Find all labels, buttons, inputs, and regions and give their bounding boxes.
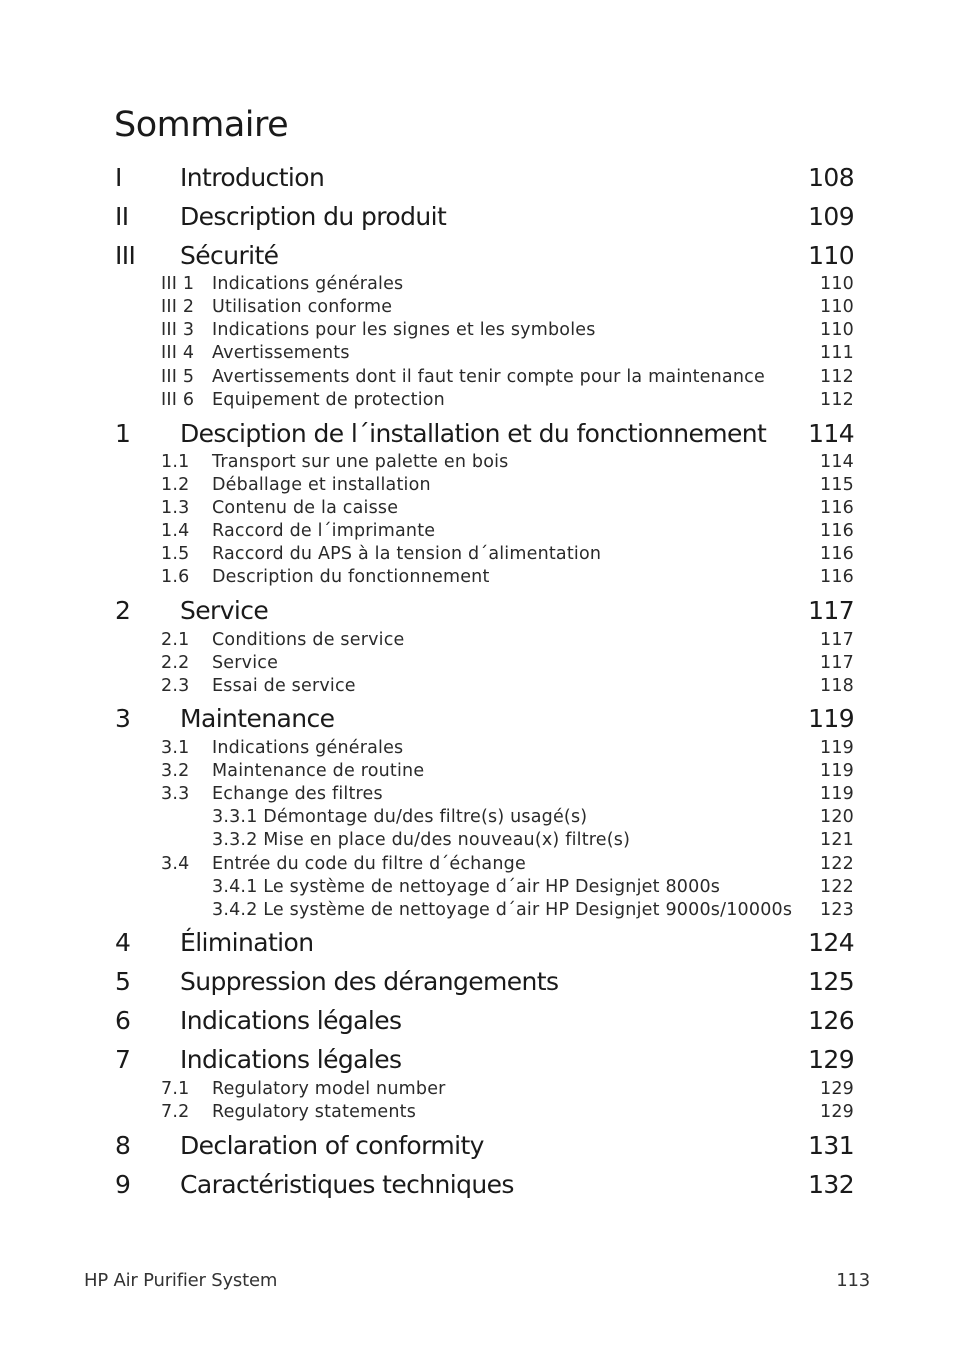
- toc-section[interactable]: [0, 296, 954, 319]
- toc-title: Introduction: [180, 163, 325, 192]
- toc-number: 5: [115, 967, 131, 996]
- toc-chapter[interactable]: [0, 594, 954, 628]
- toc-chapter[interactable]: [0, 1043, 954, 1077]
- toc-number: 3.1: [161, 738, 190, 758]
- toc-title: Transport sur une palette en bois: [212, 452, 509, 472]
- toc-page-number: 114: [808, 419, 854, 448]
- toc-title: Avertissements: [212, 343, 350, 363]
- toc-title: Indications générales: [212, 274, 404, 294]
- toc-section[interactable]: [0, 1078, 954, 1101]
- toc-number: 1.4: [161, 521, 190, 541]
- toc-page-number: 125: [808, 967, 854, 996]
- toc-title: 3.3.2 Mise en place du/des nouveau(x) filtre(s): [212, 830, 631, 850]
- toc-number: 3.4: [161, 854, 190, 874]
- toc-page-number: 117: [819, 630, 854, 650]
- toc-number: 2.1: [161, 630, 190, 650]
- toc-chapter[interactable]: [0, 161, 954, 195]
- toc-title: Entrée du code du filtre d´échange: [212, 854, 526, 874]
- toc-chapter[interactable]: [0, 702, 954, 736]
- toc-title: Regulatory model number: [212, 1079, 446, 1099]
- toc-page-number: 116: [819, 567, 854, 587]
- toc-page-number: 124: [808, 928, 854, 957]
- toc-number: III: [115, 241, 136, 270]
- toc-section[interactable]: [0, 366, 954, 389]
- toc-title: Indications pour les signes et les symboles: [212, 320, 596, 340]
- toc-section[interactable]: [0, 342, 954, 365]
- toc-page-number: 109: [808, 202, 854, 231]
- toc-title: Indications légales: [180, 1045, 402, 1074]
- toc-title: Caractéristiques techniques: [180, 1170, 514, 1199]
- toc-page-number: 123: [819, 900, 854, 920]
- toc-title: Maintenance: [180, 704, 335, 733]
- footer-product-name: HP Air Purifier System: [84, 1270, 278, 1291]
- toc-page-number: 118: [819, 676, 854, 696]
- toc-page-number: 110: [819, 274, 854, 294]
- toc-title: Raccord de l´imprimante: [212, 521, 436, 541]
- toc-title: Description du produit: [180, 202, 447, 231]
- toc-section[interactable]: [0, 520, 954, 543]
- toc-page-number: 119: [819, 784, 854, 804]
- toc-section[interactable]: [0, 451, 954, 474]
- toc-title: Service: [212, 653, 279, 673]
- toc-number: 3.3: [161, 784, 190, 804]
- toc-page-number: 110: [808, 241, 854, 270]
- toc-page-number: 132: [808, 1170, 854, 1199]
- toc-number: III 4: [161, 343, 195, 363]
- toc-section[interactable]: [0, 737, 954, 760]
- toc-number: 7.2: [161, 1102, 190, 1122]
- toc-page-number: 114: [819, 452, 854, 472]
- page-footer: [84, 1268, 870, 1294]
- toc-page-number: 116: [819, 498, 854, 518]
- toc-title: Description du fonctionnement: [212, 567, 490, 587]
- toc-number: II: [115, 202, 129, 231]
- toc-page-number: 117: [808, 596, 854, 625]
- toc-number: III 3: [161, 320, 195, 340]
- toc-number: III 5: [161, 367, 195, 387]
- toc-number: 2: [115, 596, 131, 625]
- toc-chapter[interactable]: [0, 417, 954, 451]
- toc-section[interactable]: [0, 652, 954, 675]
- toc-page-number: 110: [819, 320, 854, 340]
- toc-number: 9: [115, 1170, 131, 1199]
- toc-title: Contenu de la caisse: [212, 498, 399, 518]
- toc-section[interactable]: [0, 675, 954, 698]
- toc-section[interactable]: [0, 876, 954, 899]
- toc-page-number: 112: [819, 367, 854, 387]
- toc-number: 1.1: [161, 452, 190, 472]
- toc-section[interactable]: [0, 853, 954, 876]
- toc-chapter[interactable]: [0, 1129, 954, 1163]
- toc-title: Regulatory statements: [212, 1102, 417, 1122]
- toc-number: 8: [115, 1131, 131, 1160]
- toc-page-number: 116: [819, 544, 854, 564]
- toc-title: Maintenance de routine: [212, 761, 425, 781]
- toc-title: Service: [180, 596, 269, 625]
- toc-number: 1.6: [161, 567, 190, 587]
- toc-page-number: 129: [819, 1079, 854, 1099]
- toc-number: 7.1: [161, 1079, 190, 1099]
- toc-number: 1.2: [161, 475, 190, 495]
- toc-section[interactable]: [0, 474, 954, 497]
- toc-number: 2.3: [161, 676, 190, 696]
- toc-page-number: 120: [819, 807, 854, 827]
- toc-page-number: 122: [819, 854, 854, 874]
- footer-page-number: 113: [836, 1270, 870, 1291]
- toc-title: Echange des filtres: [212, 784, 383, 804]
- toc-number: 2.2: [161, 653, 190, 673]
- toc-number: 6: [115, 1006, 131, 1035]
- toc-section[interactable]: [0, 629, 954, 652]
- toc-page-number: 116: [819, 521, 854, 541]
- toc-number: 7: [115, 1045, 131, 1074]
- toc-title: Utilisation conforme: [212, 297, 393, 317]
- toc-chapter[interactable]: [0, 200, 954, 234]
- toc-chapter[interactable]: [0, 239, 954, 273]
- toc-title: Avertissements dont il faut tenir compte pour la maintenance: [212, 367, 765, 387]
- toc-title: Equipement de protection: [212, 390, 445, 410]
- toc-title: Sécurité: [180, 241, 279, 270]
- toc-chapter[interactable]: [0, 965, 954, 999]
- toc-title: Déballage et installation: [212, 475, 431, 495]
- toc-page-number: 119: [819, 761, 854, 781]
- toc-page-number: 119: [819, 738, 854, 758]
- page-title: Sommaire: [114, 105, 289, 145]
- toc-page-number: 108: [808, 163, 854, 192]
- toc-page-number: 129: [808, 1045, 854, 1074]
- toc-section[interactable]: [0, 389, 954, 412]
- toc-title: Raccord du APS à la tension d´alimentation: [212, 544, 602, 564]
- toc-title: Conditions de service: [212, 630, 405, 650]
- toc-section[interactable]: [0, 829, 954, 852]
- toc-number: 4: [115, 928, 131, 957]
- toc-number: III 6: [161, 390, 195, 410]
- toc-number: 1.5: [161, 544, 190, 564]
- toc-page-number: 111: [819, 343, 854, 363]
- toc-page-number: 112: [819, 390, 854, 410]
- toc-page-number: 117: [819, 653, 854, 673]
- toc-title: Desciption de l´installation et du fonctionnement: [180, 419, 767, 448]
- toc-page-number: 119: [808, 704, 854, 733]
- toc-title: Indications légales: [180, 1006, 402, 1035]
- toc-page-number: 131: [808, 1131, 854, 1160]
- toc-number: I: [115, 163, 122, 192]
- toc-chapter[interactable]: [0, 1004, 954, 1038]
- toc-title: Élimination: [180, 928, 314, 957]
- toc-number: III 2: [161, 297, 195, 317]
- toc-section[interactable]: [0, 543, 954, 566]
- toc-title: Essai de service: [212, 676, 356, 696]
- toc-page-number: 115: [819, 475, 854, 495]
- toc-chapter[interactable]: [0, 926, 954, 960]
- toc-number: 1: [115, 419, 131, 448]
- toc-title: 3.4.2 Le système de nettoyage d´air HP Designjet 9000s/10000s: [212, 900, 793, 920]
- toc-page-number: 129: [819, 1102, 854, 1122]
- toc-page-number: 122: [819, 877, 854, 897]
- toc-number: 1.3: [161, 498, 190, 518]
- toc-page-number: 126: [808, 1006, 854, 1035]
- toc-chapter[interactable]: [0, 1168, 954, 1202]
- toc-section[interactable]: [0, 273, 954, 296]
- toc-title: Indications générales: [212, 738, 404, 758]
- toc-title: 3.3.1 Démontage du/des filtre(s) usagé(s): [212, 807, 588, 827]
- toc-page-number: 110: [819, 297, 854, 317]
- toc-section[interactable]: [0, 319, 954, 342]
- toc-section[interactable]: [0, 760, 954, 783]
- toc-section[interactable]: [0, 783, 954, 806]
- toc-number: III 1: [161, 274, 195, 294]
- toc-number: 3: [115, 704, 131, 733]
- toc-number: 3.2: [161, 761, 190, 781]
- toc-section[interactable]: [0, 806, 954, 829]
- toc-title: Declaration of conformity: [180, 1131, 484, 1160]
- toc-title: 3.4.1 Le système de nettoyage d´air HP Designjet 8000s: [212, 877, 721, 897]
- toc-title: Suppression des dérangements: [180, 967, 559, 996]
- toc-section[interactable]: [0, 899, 954, 922]
- toc-section[interactable]: [0, 1101, 954, 1124]
- toc-section[interactable]: [0, 566, 954, 589]
- toc-page-number: 121: [819, 830, 854, 850]
- toc-section[interactable]: [0, 497, 954, 520]
